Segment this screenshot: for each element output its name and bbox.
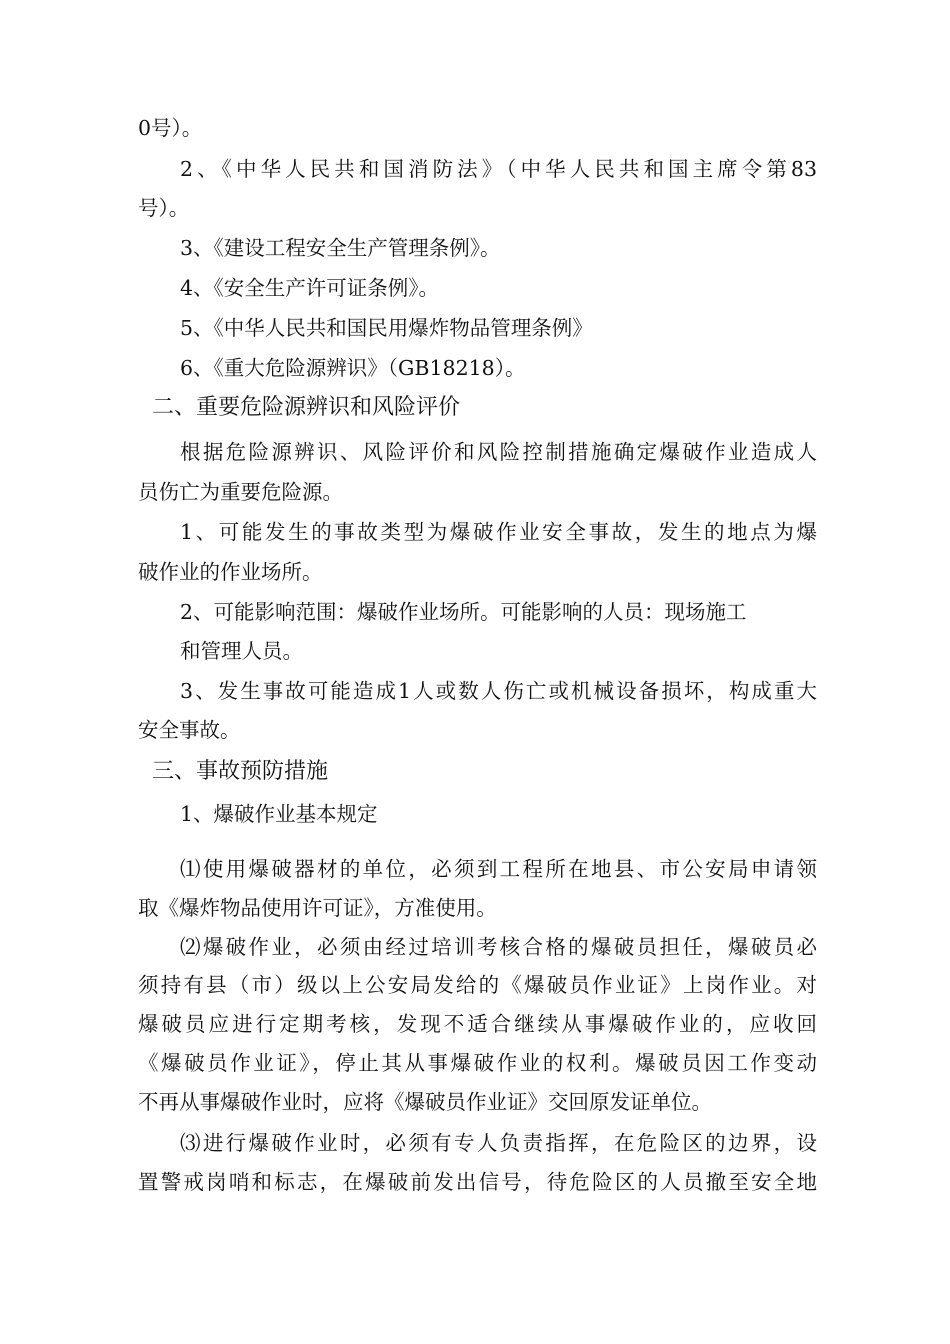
- text-line: ⑵爆破作业，必须由经过培训考核合格的爆破员担任，爆破员必: [180, 935, 817, 959]
- text-line: 1、可能发生的事故类型为爆破作业安全事故，发生的地点为爆: [180, 520, 817, 544]
- text-line: 爆破员应进行定期考核，发现不适合继续从事爆破作业的，应收回: [138, 1012, 817, 1036]
- text-line: 安全事故。: [138, 718, 241, 742]
- text-line: 破作业的作业场所。: [138, 560, 323, 584]
- text-line: 2、可能影响范围：爆破作业场所。可能影响的人员：现场施工: [180, 600, 747, 624]
- text-line: 员伤亡为重要危险源。: [138, 480, 343, 504]
- text-line: 3、《建设工程安全生产管理条例》。: [180, 236, 501, 260]
- text-line: 取《爆炸物品使用许可证》，方准使用。: [138, 896, 497, 920]
- text-line: 6、《重大危险源辨识》（GB18218）。: [180, 356, 526, 380]
- text-line: 2、《中华人民共和国消防法》（中华人民共和国主席令第83: [180, 157, 817, 181]
- text-line: 1、爆破作业基本规定: [180, 802, 378, 826]
- text-line: 须持有县（市）级以上公安局发给的《爆破员作业证》上岗作业。对: [138, 973, 817, 997]
- text-line: 3、发生事故可能造成1人或数人伤亡或机械设备损坏，构成重大: [180, 679, 817, 703]
- text-line: 0号）。: [138, 116, 203, 140]
- text-line: 根据危险源辨识、风险评价和风险控制措施确定爆破作业造成人: [180, 440, 817, 464]
- text-line: 置警戒岗哨和标志，在爆破前发出信号，待危险区的人员撤至安全地: [138, 1170, 817, 1194]
- text-line: ⑶进行爆破作业时，必须有专人负责指挥，在危险区的边界，设: [180, 1131, 817, 1155]
- text-line: 和管理人员。: [180, 639, 303, 663]
- text-line: ⑴使用爆破器材的单位，必须到工程所在地县、市公安局申请领: [180, 857, 817, 881]
- section-heading: 二、重要危险源辨识和风险评价: [152, 395, 461, 420]
- text-line: 号）。: [138, 196, 190, 220]
- text-line: 不再从事爆破作业时，应将《爆破员作业证》交回原发证单位。: [138, 1090, 712, 1114]
- text-line: 5、《中华人民共和国民用爆炸物品管理条例》: [180, 316, 593, 340]
- text-line: 《爆破员作业证》，停止其从事爆破作业的权利。爆破员因工作变动: [138, 1051, 817, 1075]
- text-line: 4、《安全生产许可证条例》。: [180, 276, 440, 300]
- section-heading: 三、事故预防措施: [152, 759, 329, 784]
